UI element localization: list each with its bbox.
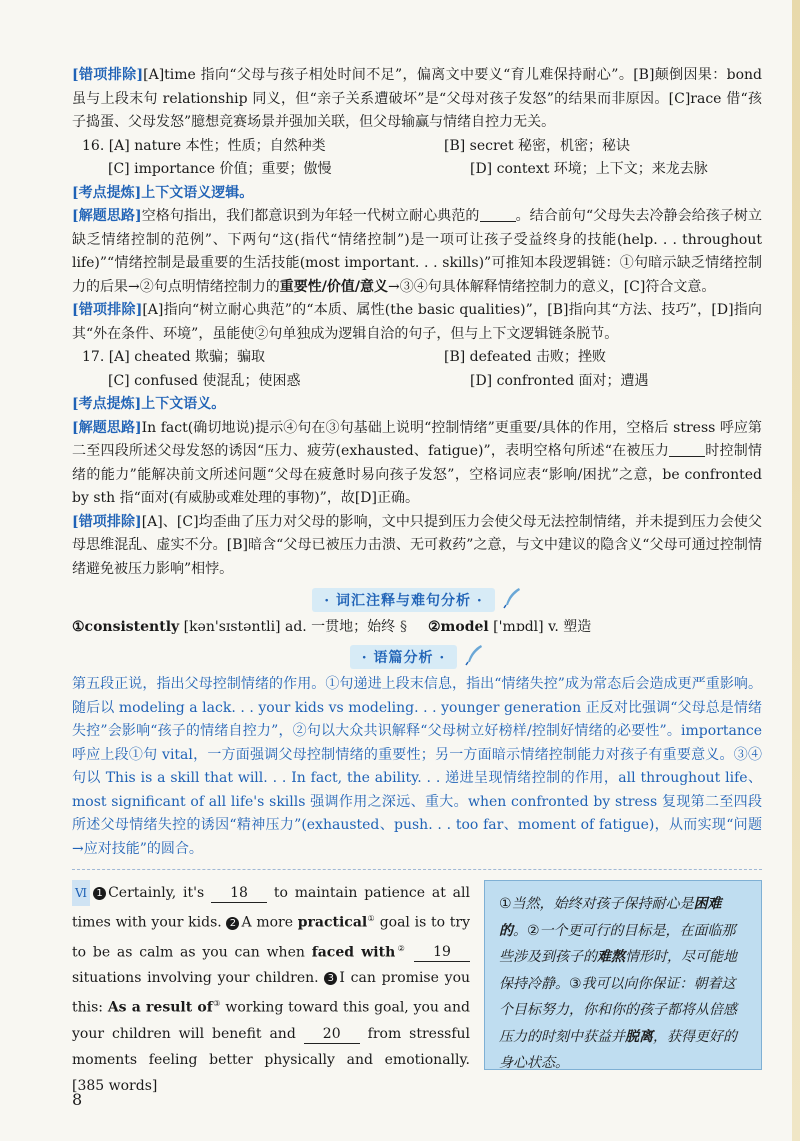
q16-error-analysis: [错项排除][A]指向“树立耐心典范”的“本质、属性(the basic qualities)”，[B]指向其“方法、技巧”，[D]指向其“外在条件、环境”，虽能使②句单独成为逻辑自洽的句子，但与上下文逻辑链条脱节。 (72, 302, 762, 342)
q16-solution: [解题思路]空格句指出，我们都意识到为年轻一代树立耐心典范的 。结合前句“父母失去冷静会给孩子树立缺乏情绪控制的范例”、下两句“这(指代“情绪控制”)是一项可让孩子受益终身的技能(help. . . throughout life)”“情绪控制是最重要的生活技能(most important. . . skills)”可推知本段逻辑链：①句暗示缺乏情绪控制力的后果→②句点明情绪控制力的重要性/价值/意义→③④句具体解释情绪控制力的意义，[C]符合文意。 (72, 205, 762, 299)
error-analysis-15: [错项排除][A]time 指向“父母与孩子相处时间不足”，偏离文中要义“育儿难保持耐心”。[B]颠倒因果：bond 虽与上段末句 relationship 同义，但“亲子关系遭破坏”是“父母对孩子发怒”的结果而非原因。[C]race 借“孩子捣蛋、父母发怒”臆想竞赛场景并强加关联，但父母输赢与情绪自控力无关。 (72, 67, 763, 130)
divider (72, 869, 762, 870)
q16-options-row2: [C] importance 价值；重要；傲慢 [D] context 环境；上下文；来龙去脉 (108, 161, 708, 177)
analysis-banner-row (72, 644, 762, 669)
vocab-banner-row (72, 587, 762, 612)
paragraph-number: Ⅵ (72, 880, 90, 906)
blank-20: 20 (304, 1025, 360, 1044)
quill-pen-icon (464, 644, 484, 666)
q17-options-row2: [C] confused 使混乱；使困惑 [D] confronted 面对；遭遇 (108, 372, 649, 389)
page-number: 8 (72, 1090, 83, 1109)
vocab-item-model: ②model ['mɒdl] v. 塑造 (428, 619, 592, 635)
blank-19: 19 (414, 943, 470, 962)
quill-pen-icon (502, 587, 522, 609)
section-symbol: § (400, 619, 407, 635)
blank-line (669, 440, 705, 457)
content (72, 64, 762, 1099)
english-passage: Ⅵ 1 Certainly, it's 18 to maintain patience at all times with your kids. 2 A more practical① goal is to try to be as calm as you can when faced with② 19 situations involving your children. 3 I can promise you this: As a result of③ working toward this goal, you and your children will benefit and 20 from stressful moments feeling better physically and emotionally. [385 words] (72, 880, 470, 1099)
q16-key-point: [考点提炼]上下文语义逻辑。 (72, 184, 254, 201)
vocab-list (72, 616, 762, 638)
analysis-banner: · 语篇分析 · (350, 645, 458, 669)
vocab-banner: · 词汇注释与难句分析 · (312, 588, 495, 612)
q16-options-row1: 16. [A] nature 本性；性质；自然种类 [B] secret 秘密，机密；秘诀 (82, 137, 631, 154)
q17-options-row1: 17. [A] cheated 欺骗；骗取 [B] defeated 击败；挫败 (82, 349, 607, 365)
passage-section (72, 880, 762, 1099)
q17-key-point: [考点提炼]上下文语义。 (72, 396, 226, 412)
q17-error-analysis: [错项排除][A]、[C]均歪曲了压力对父母的影响，文中只提到压力会使父母无法控制情绪，并未提到压力会使父母思维混乱、虚实不分。[B]暗含“父母已被压力击溃、无可救药”之意，与文中建议的隐含义“父母可通过控制情绪避免被压力影响”相悖。 (72, 513, 762, 577)
q17-solution: [解题思路]In fact(确切地说)提示④句在③句基础上说明“控制情绪”更重要/具体的作用，空格后 stress 呼应第二至四段所述父母发怒的诱因“压力、疲劳(exhausted、fatigue)”，表明空格句所述“在被压力 时控制情绪的能力”能解决前文所述问题“父母在疲惫时易向孩子发怒”，空格词应表“影响/困扰”之意，be confronted by sth 指“面对(有威胁或难处理的事物)”，故[D]正确。 (72, 419, 762, 506)
page-edge-stripe (792, 0, 800, 1141)
chinese-translation-box: ①当然，始终对孩子保持耐心是困难的。②一个更可行的目标是，在面临那些涉及到孩子的难熬情形时，尽可能地保持冷静。③我可以向你保证：朝着这个目标努力，你和你的孩子都将从倍感压力的时刻中获益并脱离，获得更好的身心状态。 (484, 880, 762, 1070)
discourse-analysis: 第五段正说，指出父母控制情绪的作用。①句递进上段末信息，指出“情绪失控”成为常态后会造成更严重影响。随后以 modeling a lack. . . your kids vs modeling. . . younger generation 正反对比强调“父母总是情绪失控”会影响“孩子的情绪自控力”，②句以大众共识解释“父母树立好榜样/控制好情绪的必要性”。importance 呼应上段①句 vital，一方面强调父母控制情绪的重要性；另一方面暗示情绪控制能力对孩子有重要意义。③④句以 This is a skill that will. . . In fact, the ability. . . 递进呈现情绪控制的作用，all throughout life、most significant of all life's skills 强调作用之深远、重大。when confronted by stress 复现第二至四段所述父母情绪失控的诱因“精神压力”(exhausted、push. . . too far、moment of fatigue)，从而实现“问题→应对技能”的圆合。 (72, 676, 762, 857)
blank-line (480, 205, 516, 222)
vocab-item-consistently: ①consistently [kən'sɪstəntli] ad. 一贯地；始终 (72, 619, 396, 635)
blank-18: 18 (211, 884, 267, 903)
